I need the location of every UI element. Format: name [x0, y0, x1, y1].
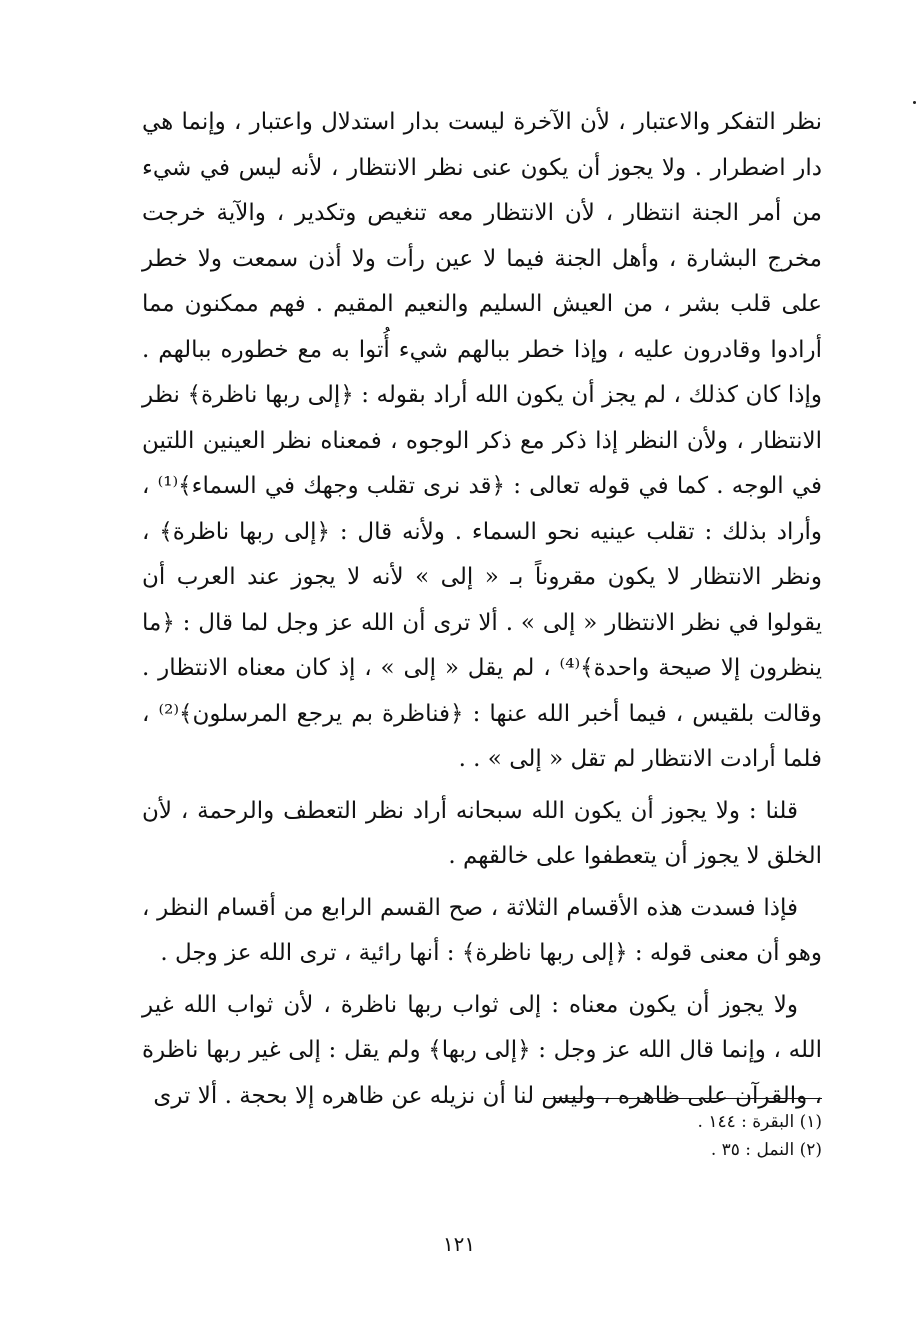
paragraph-3: فإذا فسدت هذه الأقسام الثلاثة ، صح القسم الرابع من أقسام النظر ، وهو أن معنى قوله : ﴿إلى ربها ناظرة﴾ : أنها رائية ، ترى الله عز وجل . — [142, 894, 822, 966]
paragraph-2: قلنا : ولا يجوز أن يكون الله سبحانه أراد نظر التعطف والرحمة ، لأن الخلق لا يجوز أن يتعطفوا على خالقهم . — [142, 797, 822, 869]
paragraph-1: نظر التفكر والاعتبار ، لأن الآخرة ليست بدار استدلال واعتبار ، وإنما هي دار اضطرار . ولا يجوز أن يكون عنى نظر الانتظار ، لأنه ليس في شيء من أمر الجنة انتظار ، لأن الانتظار معه تنغيص وتكدير ، والآية خرجت مخرج البشارة ، وأهل الجنة فيما لا عين رأت ولا أذن سمعت ولا خطر على قلب بشر ، من العيش السليم والنعيم المقيم . فهم ممكنون مما أرادوا وقادرون عليه ، وإذا خطر ببالهم شيء أُتوا به مع خطوره ببالهم . وإذا كان كذلك ، لم يجز أن يكون الله أراد بقوله : ﴿إلى ربها ناظرة﴾ نظر الانتظار ، ولأن النظر إذا ذكر مع ذكر الوجوه ، فمعناه نظر العينين اللتين في الوجه . كما في قوله تعالى : ﴿قد نرى تقلب وجهك في السماء﴾⁽¹⁾ ، وأراد بذلك : تقلب عينيه نحو السماء . ولأنه قال : ﴿إلى ربها ناظرة﴾ ، ونظر الانتظار لا يكون مقروناً بـ « إلى » لأنه لا يجوز عند العرب أن يقولوا في نظر الانتظار « إلى » . ألا ترى أن الله عز وجل لما قال : ﴿ما ينظرون إلا صيحة واحدة﴾⁽⁴⁾ ، لم يقل « إلى » ، إذ كان معناه الانتظار . وقالت بلقيس ، فيما أخبر الله عنها : ﴿فناظرة بم يرجع المرسلون﴾⁽²⁾ ، فلما أرادت الانتظار لم تقل « إلى » . . — [142, 109, 822, 772]
footnotes — [142, 1108, 822, 1164]
main-text — [142, 100, 822, 1119]
footnote-1: (١) البقرة : ١٤٤ . — [697, 1112, 822, 1132]
page-number: ١٢١ — [442, 1232, 476, 1256]
scan-speck — [913, 101, 916, 104]
footnote-2: (٢) النمل : ٣٥ . — [710, 1140, 822, 1160]
footnote-divider — [544, 1098, 822, 1099]
paragraph-4: ولا يجوز أن يكون معناه : إلى ثواب ربها ناظرة ، لأن ثواب الله غير الله ، وإنما قال الله عز وجل : ﴿إلى ربها﴾ ولم يقل : إلى غير ربها ناظرة ، والقرآن على ظاهره ، وليس لنا أن نزيله عن ظاهره إلا بحجة . ألا ترى — [142, 991, 822, 1109]
